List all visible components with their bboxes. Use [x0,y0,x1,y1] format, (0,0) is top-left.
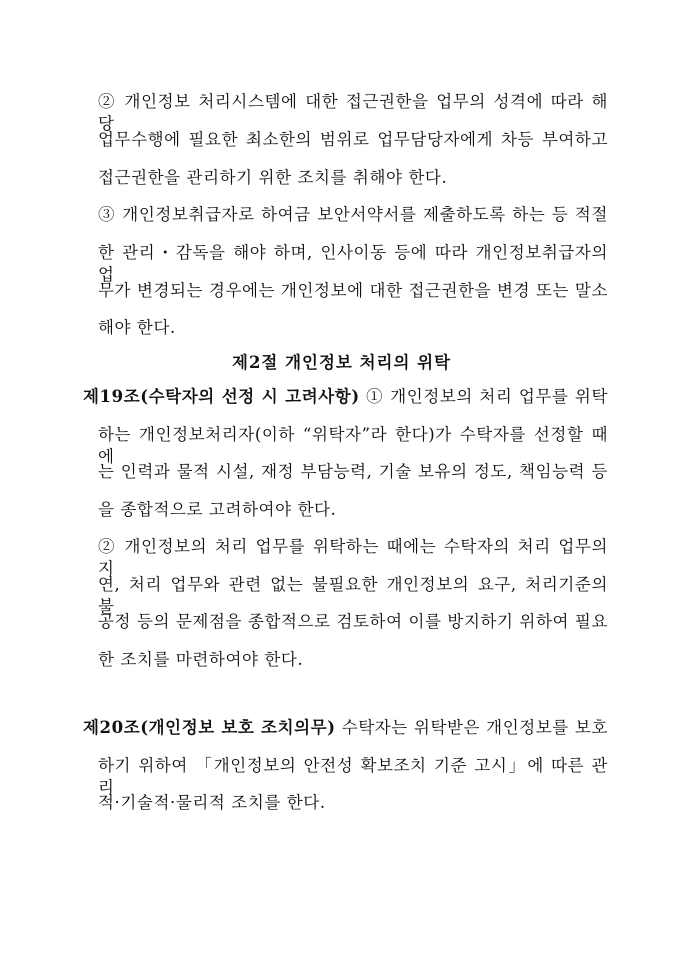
paragraph-line: 는 인력과 물적 시설, 재정 부담능력, 기술 보유의 정도, 책임능력 등 [98,462,608,481]
article-title: 제20조(개인정보 보호 조치의무) [83,718,336,737]
paragraph-line: 하기 위하여 「개인정보의 안전성 확보조치 기준 고시」에 따른 관리 [98,756,608,797]
paragraph-line: 해야 한다. [98,318,176,337]
paragraph-line: 한 조치를 마련하여야 한다. [98,650,304,669]
paragraph-line: 을 종합적으로 고려하여야 한다. [98,500,337,519]
paragraph-line: 연, 처리 업무와 관련 없는 불필요한 개인정보의 요구, 처리기준의 불 [98,575,608,616]
article-text: 수탁자는 위탁받은 개인정보를 보호 [335,718,609,737]
paragraph-line: ② 개인정보의 처리 업무를 위탁하는 때에는 수탁자의 처리 업무의 지 [98,537,608,578]
paragraph-line: ③ 개인정보취급자로 하여금 보안서약서를 제출하도록 하는 등 적절 [98,205,608,224]
paragraph-line: 하는 개인정보처리자(이하 “위탁자”라 한다)가 수탁자를 선정할 때에 [98,425,608,466]
paragraph-line: 무가 변경되는 경우에는 개인정보에 대한 접근권한을 변경 또는 말소 [98,281,608,300]
article-first-line [83,717,608,739]
paragraph-line: ② 개인정보 처리시스템에 대한 접근권한을 업무의 성격에 따라 해당 [98,92,608,133]
section-heading: 제2절 개인정보 처리의 위탁 [232,353,452,372]
article-text: ① 개인정보의 처리 업무를 위탁 [359,387,609,406]
paragraph-line: 접근권한을 관리하기 위한 조치를 취해야 한다. [98,168,448,187]
paragraph-line: 한 관리・감독을 해야 하며, 인사이동 등에 따라 개인정보취급자의 업 [98,243,608,284]
article-title: 제19조(수탁자의 선정 시 고려사항) [83,387,360,406]
paragraph-line: 공정 등의 문제점을 종합적으로 검토하여 이를 방지하기 위하여 필요 [98,612,608,631]
paragraph-line: 업무수행에 필요한 최소한의 범위로 업무담당자에게 차등 부여하고 [98,130,608,149]
paragraph-line: 적·기술적·물리적 조치를 한다. [98,793,326,812]
article-first-line [83,386,608,408]
